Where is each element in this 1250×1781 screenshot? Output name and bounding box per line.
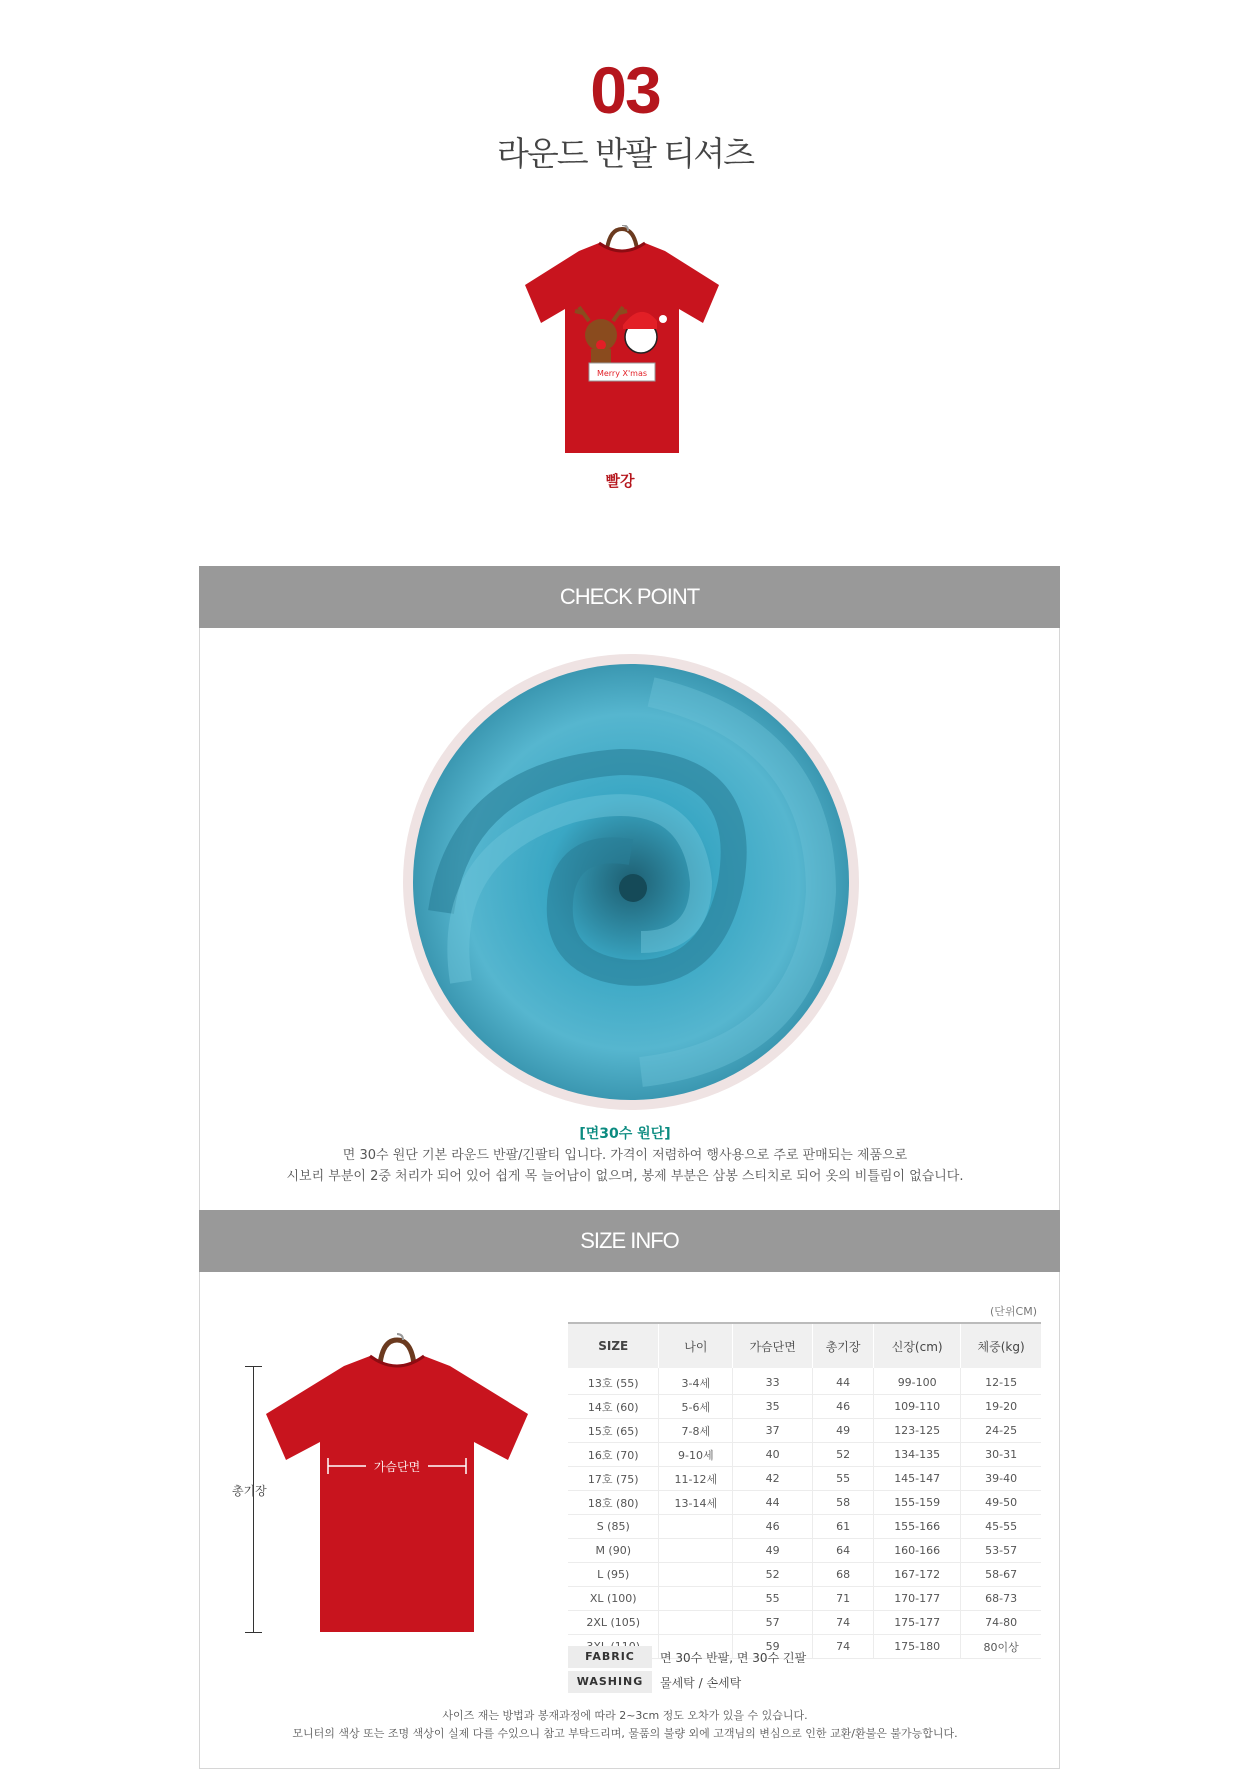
table-cell: 59 xyxy=(733,1635,813,1659)
fabric-value: 면 30수 반팔, 면 30수 긴팔 xyxy=(660,1650,807,1665)
table-cell: 55 xyxy=(733,1587,813,1611)
section-number: 03 xyxy=(590,53,660,127)
table-cell: 80이상 xyxy=(961,1635,1041,1659)
table-row xyxy=(568,1467,1041,1491)
table-cell: 14호 (60) xyxy=(568,1395,659,1419)
fabric-swirl-image xyxy=(401,652,861,1112)
size-table-header-cell: 신장(cm) xyxy=(874,1323,961,1368)
table-cell: XL (100) xyxy=(568,1587,659,1611)
table-cell: 18호 (80) xyxy=(568,1491,659,1515)
table-cell: 53-57 xyxy=(961,1539,1041,1563)
table-cell: 46 xyxy=(813,1395,874,1419)
length-dimension-top-cap xyxy=(245,1366,262,1367)
product-title: 라운드 반팔 티셔츠 xyxy=(496,134,753,173)
table-cell: 175-180 xyxy=(874,1635,961,1659)
table-cell: 74-80 xyxy=(961,1611,1041,1635)
table-cell: 52 xyxy=(813,1443,874,1467)
size-note-1: 사이즈 재는 방법과 봉재과정에 따라 2~3cm 정도 오차가 있을 수 있습니다. xyxy=(442,1709,808,1722)
table-cell: 52 xyxy=(733,1563,813,1587)
table-cell: 24-25 xyxy=(961,1419,1041,1443)
table-cell: 71 xyxy=(813,1587,874,1611)
table-cell: 46 xyxy=(733,1515,813,1539)
table-row xyxy=(568,1515,1041,1539)
size-table-header-cell: 가슴단면 xyxy=(733,1323,813,1368)
length-dimension-bottom-cap xyxy=(245,1632,262,1633)
table-row xyxy=(568,1368,1041,1395)
table-row xyxy=(568,1443,1041,1467)
table-cell xyxy=(659,1611,733,1635)
table-row xyxy=(568,1491,1041,1515)
color-option-red[interactable]: 빨강 xyxy=(605,472,635,490)
table-cell: 11-12세 xyxy=(659,1467,733,1491)
table-row xyxy=(568,1611,1041,1635)
table-cell: 155-166 xyxy=(874,1515,961,1539)
table-cell: 33 xyxy=(733,1368,813,1395)
fabric-description-line-2: 시보리 부분이 2중 처리가 되어 있어 쉽게 목 늘어남이 없으며, 봉제 부분은 삼봉 스티치로 되어 옷의 비틀림이 없습니다. xyxy=(286,1169,964,1184)
size-info-bar: SIZE INFO xyxy=(199,1210,1060,1272)
size-table-header xyxy=(568,1323,1041,1368)
table-cell: 74 xyxy=(813,1635,874,1659)
table-row xyxy=(568,1563,1041,1587)
table-cell: 49 xyxy=(733,1539,813,1563)
table-cell: 155-159 xyxy=(874,1491,961,1515)
table-cell: 145-147 xyxy=(874,1467,961,1491)
table-cell: 58 xyxy=(813,1491,874,1515)
table-cell xyxy=(659,1587,733,1611)
chest-label: 가슴단면 xyxy=(373,1460,421,1474)
table-cell: 57 xyxy=(733,1611,813,1635)
size-table-header-cell: SIZE xyxy=(568,1323,659,1368)
size-diagram-tshirt xyxy=(262,1330,532,1640)
table-cell: 45-55 xyxy=(961,1515,1041,1539)
washing-key: WASHING xyxy=(568,1671,652,1693)
table-cell: 68 xyxy=(813,1563,874,1587)
washing-value: 물세탁 / 손세탁 xyxy=(660,1675,742,1690)
fabric-spec xyxy=(568,1646,806,1668)
table-cell: 2XL (105) xyxy=(568,1611,659,1635)
table-cell: 42 xyxy=(733,1467,813,1491)
table-cell: 160-166 xyxy=(874,1539,961,1563)
size-note-2: 모니터의 색상 또는 조명 색상이 실제 다를 수있으니 참고 부탁드리며, 물품의 불량 외에 고객님의 변심으로 인한 교환/환불은 불가능합니다. xyxy=(292,1727,958,1740)
table-cell: 30-31 xyxy=(961,1443,1041,1467)
table-cell: 13호 (55) xyxy=(568,1368,659,1395)
table-cell: 61 xyxy=(813,1515,874,1539)
table-cell: 99-100 xyxy=(874,1368,961,1395)
size-table-header-cell: 나이 xyxy=(659,1323,733,1368)
table-cell: 15호 (65) xyxy=(568,1419,659,1443)
length-dimension-line xyxy=(253,1366,254,1632)
table-cell: 44 xyxy=(813,1368,874,1395)
table-cell: 170-177 xyxy=(874,1587,961,1611)
fabric-description-line-1: 면 30수 원단 기본 라운드 반팔/긴팔티 입니다. 가격이 저렴하여 행사용으로 주로 판매되는 제품으로 xyxy=(342,1148,908,1163)
table-cell: 35 xyxy=(733,1395,813,1419)
table-cell xyxy=(659,1563,733,1587)
table-cell: 9-10세 xyxy=(659,1443,733,1467)
table-cell: 68-73 xyxy=(961,1587,1041,1611)
table-cell: 49 xyxy=(813,1419,874,1443)
table-cell: 13-14세 xyxy=(659,1491,733,1515)
size-table-header-cell: 총기장 xyxy=(813,1323,874,1368)
table-cell: 16호 (70) xyxy=(568,1443,659,1467)
shirt-print-text: Merry X'mas xyxy=(596,369,648,378)
table-row xyxy=(568,1395,1041,1419)
size-table xyxy=(568,1322,1041,1659)
table-cell: 74 xyxy=(813,1611,874,1635)
table-cell: M (90) xyxy=(568,1539,659,1563)
table-cell: 64 xyxy=(813,1539,874,1563)
table-cell: 175-177 xyxy=(874,1611,961,1635)
unit-label: (단위CM) xyxy=(990,1305,1038,1318)
table-cell: 58-67 xyxy=(961,1563,1041,1587)
table-cell: S (85) xyxy=(568,1515,659,1539)
fabric-key: FABRIC xyxy=(568,1646,652,1668)
table-cell: 19-20 xyxy=(961,1395,1041,1419)
table-row xyxy=(568,1539,1041,1563)
table-cell: 55 xyxy=(813,1467,874,1491)
table-cell: 44 xyxy=(733,1491,813,1515)
check-point-bar: CHECK POINT xyxy=(199,566,1060,628)
length-label: 총기장 xyxy=(232,1484,267,1498)
table-cell: 40 xyxy=(733,1443,813,1467)
table-cell: 5-6세 xyxy=(659,1395,733,1419)
table-cell xyxy=(659,1515,733,1539)
table-cell: L (95) xyxy=(568,1563,659,1587)
table-cell: 49-50 xyxy=(961,1491,1041,1515)
washing-spec xyxy=(568,1671,741,1693)
table-row xyxy=(568,1419,1041,1443)
table-cell: 17호 (75) xyxy=(568,1467,659,1491)
size-table-header-cell: 체중(kg) xyxy=(961,1323,1041,1368)
table-cell xyxy=(659,1539,733,1563)
table-cell: 109-110 xyxy=(874,1395,961,1419)
fabric-heading: [면30수 원단] xyxy=(579,1126,671,1142)
table-cell: 12-15 xyxy=(961,1368,1041,1395)
table-cell: 123-125 xyxy=(874,1419,961,1443)
table-cell: 39-40 xyxy=(961,1467,1041,1491)
table-cell: 134-135 xyxy=(874,1443,961,1467)
table-cell: 167-172 xyxy=(874,1563,961,1587)
table-row xyxy=(568,1587,1041,1611)
product-tshirt-image xyxy=(517,225,727,455)
table-cell: 37 xyxy=(733,1419,813,1443)
table-cell: 7-8세 xyxy=(659,1419,733,1443)
table-cell: 3-4세 xyxy=(659,1368,733,1395)
